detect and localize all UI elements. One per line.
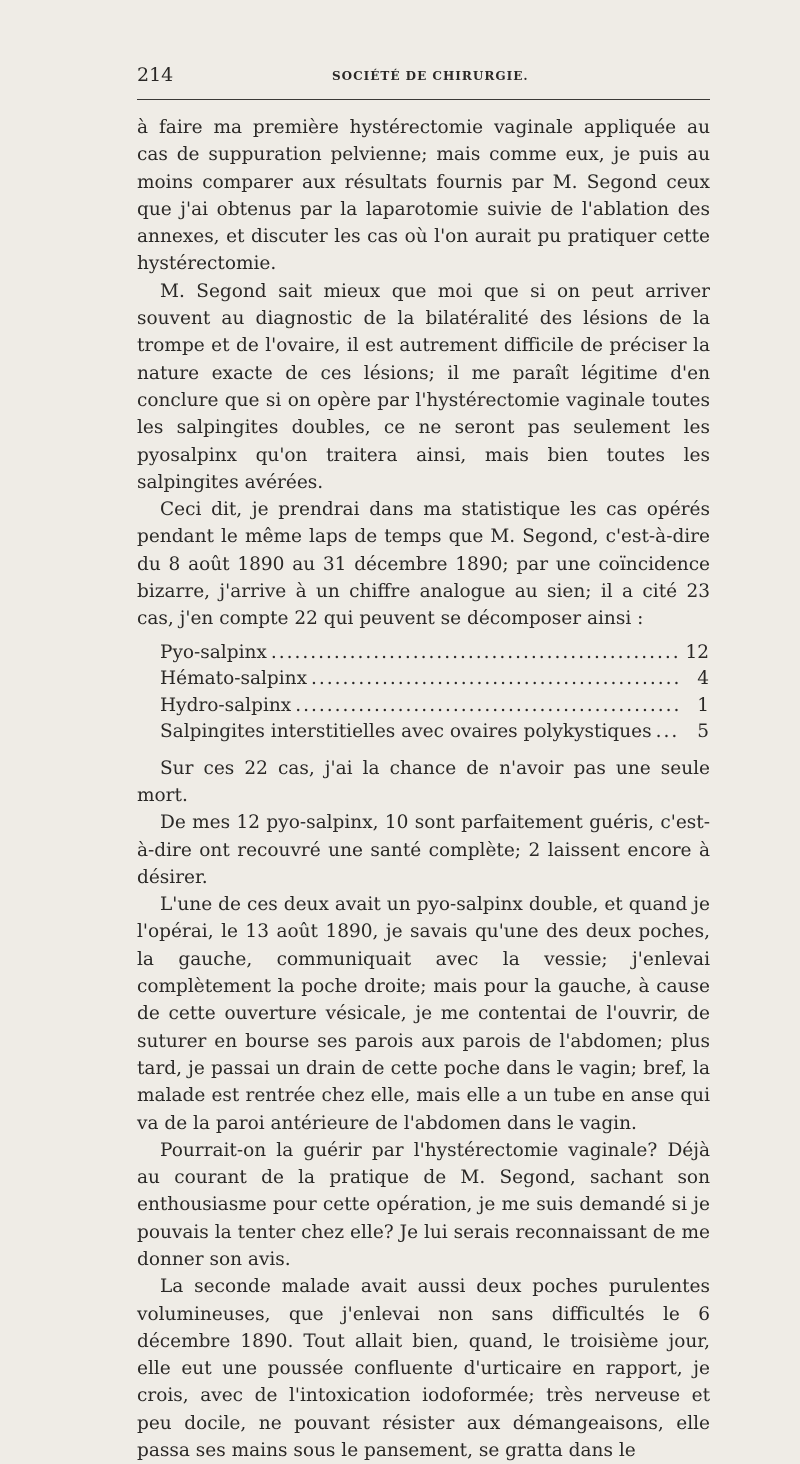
tally-row [160, 665, 709, 692]
page-number: 214 [137, 64, 174, 86]
tally-count: 5 [697, 721, 709, 743]
header-rule [137, 99, 710, 100]
page-header [137, 64, 710, 94]
paragraph: M. Segond sait mieux que moi que si on peut arriver souvent au diagnostic de la bilatéralité des lésions de la trompe et de l'ovaire, il est autrement difficile de préciser la nature exacte de ces lésions; il me paraît légitime d'en conclure que si on opère par l'hystérectomie vaginale toutes les salpingites doubles, ce ne seront pas seulement les pyosalpinx qu'on traitera ainsi, mais bien toutes les salpingites avérées. [137, 280, 710, 493]
leader-dots [295, 692, 681, 719]
paragraph: De mes 12 pyo-salpinx, 10 sont parfaitement guéris, c'est-à-dire ont recouvré une santé complète; 2 laissent encore à désirer. [137, 812, 710, 888]
leader-dots [271, 639, 681, 666]
paragraph: La seconde malade avait aussi deux poches purulentes volumineuses, que j'enlevai non sans difficultés le 6 décembre 1890. Tout allait bien, quand, le troisième jour, elle eut une poussée confluente d'urticaire en rapport, je crois, avec de l'intoxication iodoformée; très nerveuse et peu docile, ne pouvant résister aux démangeaisons, elle passa ses mains sous le pansement, se gratta dans le [137, 1276, 710, 1462]
tally-row [160, 639, 709, 666]
leader-dots [311, 665, 681, 692]
tally-row [160, 718, 709, 745]
paragraph: Sur ces 22 cas, j'ai la chance de n'avoir pas une seule mort. [137, 757, 710, 806]
paragraph: Ceci dit, je prendrai dans ma statistique les cas opérés pendant le même laps de temps que M. Segond, c'est-à-dire du 8 août 1890 au 31 décembre 1890; par une coïncidence bizarre, j'arrive à un chiffre analogue au sien; il a cité 23 cas, j'en compte 22 qui peuvent se décomposer ainsi : [137, 499, 710, 630]
tally-label: Hémato-salpinx [160, 668, 308, 690]
case-tally-list [160, 639, 709, 745]
tally-count: 12 [685, 641, 709, 663]
tally-label: Pyo-salpinx [160, 641, 267, 663]
paragraph: L'une de ces deux avait un pyo-salpinx double, et quand je l'opérai, le 13 août 1890, je savais qu'une des deux poches, la gauche, communiquait avec la vessie; j'enlevai complètement la poche droite; mais pour la gauche, à cause de cette ouverture vésicale, je me contentai de l'ouvrir, de suturer en bourse ses parois aux parois de l'abdomen; plus tard, je passai un drain de cette poche dans le vagin; bref, la malade est rentrée chez elle, mais elle a un tube en anse qui va de la paroi antérieure de l'abdomen dans le vagin. [137, 894, 710, 1134]
tally-label: Salpingites interstitielles avec ovaires polykystiques [160, 721, 652, 743]
tally-row [160, 692, 709, 719]
leader-dots [656, 718, 681, 745]
tally-label: Hydro-salpinx [160, 694, 292, 716]
paragraph: Pourrait-on la guérir par l'hystérectomie vaginale? Déjà au courant de la pratique de M. Segond, sachant son enthousiasme pour cette opération, je me suis demandé si je pouvais la tenter chez elle? Je lui serais reconnaissant de me donner son avis. [137, 1139, 710, 1270]
tally-count: 1 [697, 694, 709, 716]
tally-count: 4 [697, 668, 709, 690]
running-title: SOCIÉTÉ DE CHIRURGIE. [332, 69, 529, 83]
body-text [137, 114, 710, 1464]
paragraph-continuation: à faire ma première hystérectomie vaginale appliquée au cas de suppuration pelvienne; mais comme eux, je puis au moins comparer aux résultats fournis par M. Segond ceux que j'ai obtenus par la laparotomie suivie de l'ablation des annexes, et discuter les cas où l'on aurait pu pratiquer cette hystérectomie. [137, 117, 710, 275]
